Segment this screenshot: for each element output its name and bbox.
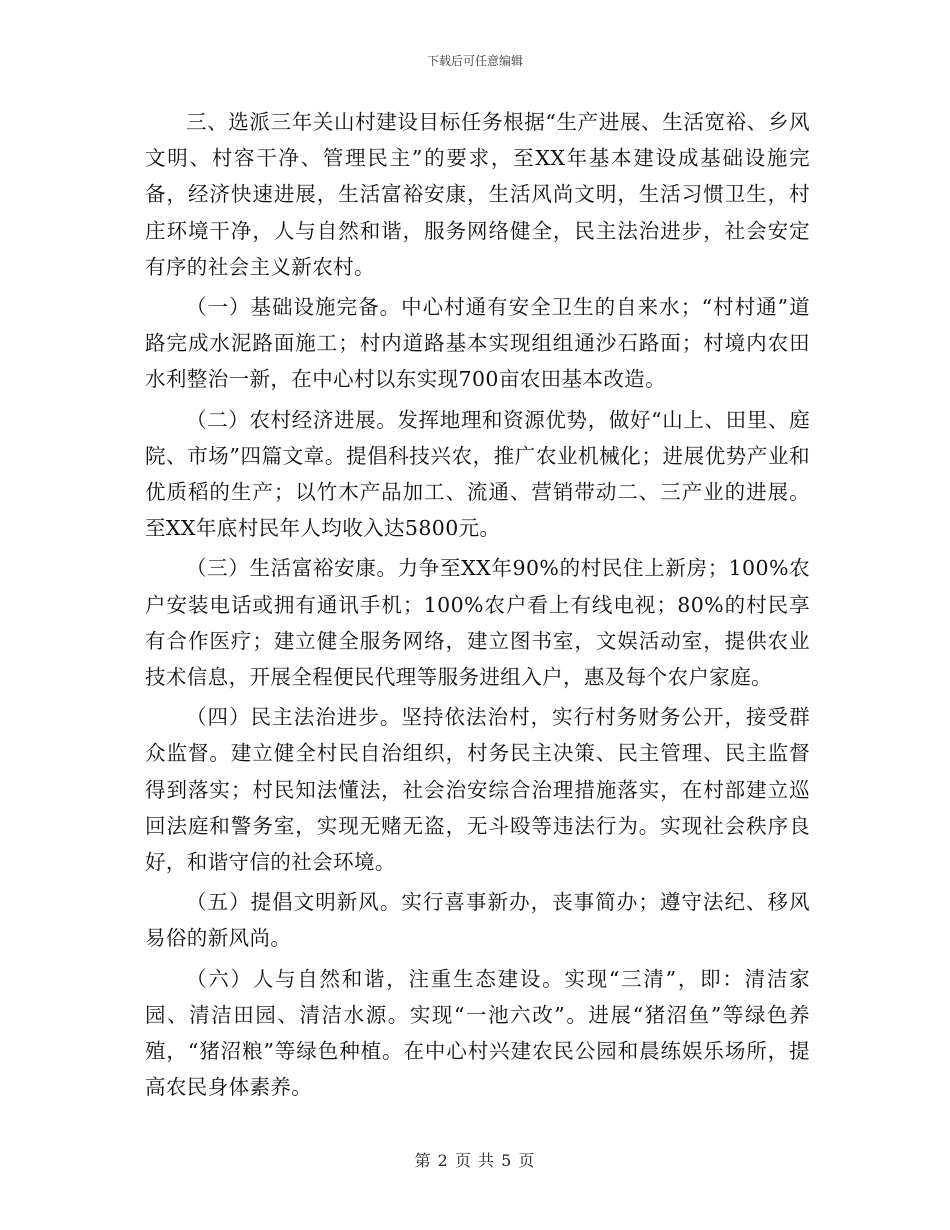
paragraph-intro: 三、选派三年关山村建设目标任务根据“生产进展、生活宽裕、乡风文明、村容干净、管理民主”的要求，至XX年基本建设成基础设施完备，经济快速进展，生活富裕安康，生活风尚文明，生活习惯卫生，村庄环境干净，人与自然和谐，服务网络健全，民主法治进步，社会安定有序的社会主义新农村。 [145, 110, 810, 279]
paragraph-civility: （五）提倡文明新风。实行喜事新办，丧事简办；遵守法纪、移风易俗的新风尚。 [145, 890, 810, 951]
paragraph-economy: （二）农村经济进展。发挥地理和资源优势，做好“山上、田里、庭院、市场”四篇文章。提倡科技兴农，推广农业机械化；进展优势产业和优质稻的生产；以竹木产品加工、流通、营销带动二、三产业的进展。至XX年底村民年人均收入达5800元。 [145, 407, 810, 541]
paragraph-democracy: （四）民主法治进步。坚持依法治村，实行村务财务公开，接受群众监督。建立健全村民自治组织，村务民主决策、民主管理、民主监督得到落实；村民知法懂法，社会治安综合治理措施落实，在村部建立巡回法庭和警务室，实现无赌无盗，无斗殴等违法行为。实现社会秩序良好，和谐守信的社会环境。 [145, 705, 810, 875]
page-header-note: 下载后可任意编辑 [426, 54, 523, 68]
paragraph-infrastructure: （一）基础设施完备。中心村通有安全卫生的自来水；“村村通”道路完成水泥路面施工；村内道路基本实现组组通沙石路面；村境内农田水利整治一新，在中心村以东实现700亩农田基本改造。 [145, 295, 810, 392]
paragraph-ecology: （六）人与自然和谐，注重生态建设。实现“三清”，即：清洁家园、清洁田园、清洁水源。实现“一池六改”。进展“猪沼鱼”等绿色养殖，“猪沼粮”等绿色种植。在中心村兴建农民公园和晨练娱乐场所，提高农民身体素养。 [145, 966, 810, 1100]
page-number: 第 2 页 共 5 页 [414, 1151, 536, 1170]
paragraph-living: （三）生活富裕安康。力争至XX年90%的村民住上新房；100%农户安装电话或拥有通讯手机；100%农户看上有线电视；80%的村民享有合作医疗；建立健全服务网络，建立图书室，文娱活动室，提供农业技术信息，开展全程便民代理等服务进组入户，惠及每个农户家庭。 [145, 556, 810, 690]
document-body [145, 104, 810, 1109]
